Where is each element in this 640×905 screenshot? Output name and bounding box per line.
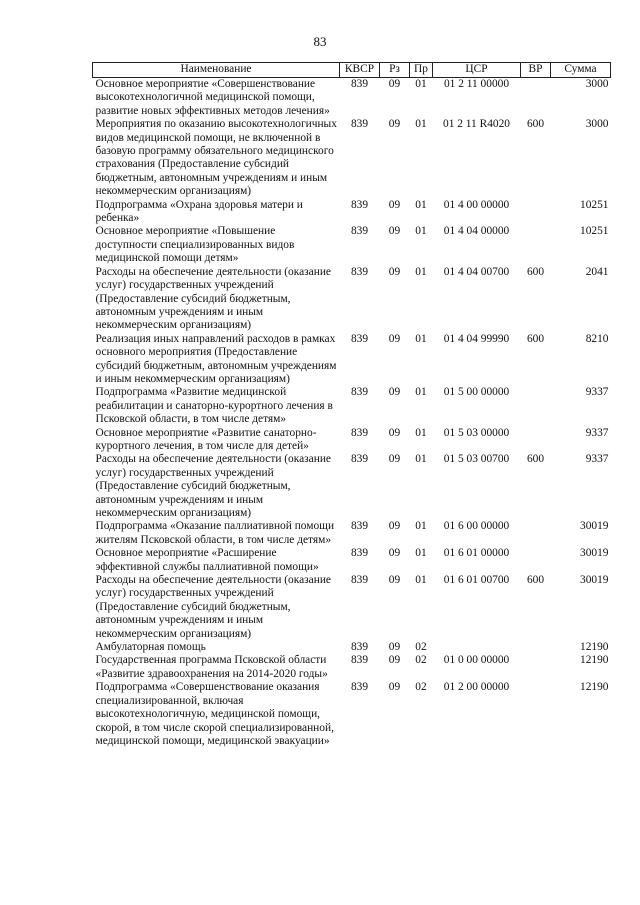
cell-name: Реализация иных направлений расходов в рамках основного мероприятия (Предоставление субсидий бюджетным, автономным учреждениям и иным некоммерческим организациям): [95, 332, 337, 385]
cell-rz: 09: [388, 265, 401, 278]
cell-kvsr: 839: [350, 198, 369, 211]
table-row: [93, 386, 611, 426]
table-row: [93, 453, 611, 520]
cell-csr: 01 4 04 99990: [443, 332, 510, 345]
table-row: [93, 427, 611, 454]
cell-kvsr: 839: [350, 547, 369, 560]
cell-rz: 09: [388, 225, 401, 238]
cell-csr: 01 6 01 00000: [443, 547, 510, 560]
cell-pr: 02: [415, 641, 427, 654]
cell-sum: 10251: [580, 198, 609, 211]
page-number: 83: [313, 34, 327, 49]
cell-kvsr: 839: [350, 78, 369, 90]
cell-vr: 600: [526, 118, 545, 131]
cell-pr: 01: [415, 225, 427, 238]
header-pr: Пр: [410, 63, 433, 78]
cell-sum: 30019: [580, 520, 609, 533]
cell-rz: 09: [388, 118, 401, 131]
cell-vr: 600: [526, 265, 545, 278]
cell-kvsr: 839: [350, 681, 369, 694]
cell-vr: [521, 641, 551, 654]
header-kvsr: КВСР: [340, 63, 380, 78]
cell-pr: 02: [415, 654, 427, 667]
cell-vr: [521, 547, 551, 574]
table-row: [93, 118, 611, 198]
cell-rz: 09: [388, 198, 401, 211]
cell-sum: 3000: [585, 118, 609, 131]
cell-vr: [521, 78, 551, 119]
table-row: [93, 547, 611, 574]
cell-kvsr: 839: [350, 641, 369, 654]
table-row: [93, 641, 611, 654]
cell-kvsr: 839: [350, 332, 369, 345]
cell-pr: 01: [415, 453, 427, 466]
cell-sum: 3000: [585, 78, 609, 90]
cell-csr: 01 2 11 R4020: [443, 118, 510, 131]
cell-rz: 09: [388, 574, 401, 587]
cell-sum: 12190: [580, 641, 609, 654]
cell-pr: 01: [415, 265, 427, 278]
table-row: [93, 78, 611, 119]
cell-rz: 09: [388, 681, 401, 694]
cell-sum: 30019: [580, 574, 609, 587]
cell-vr: [521, 199, 551, 226]
cell-rz: 09: [388, 520, 401, 533]
cell-csr: 01 5 00 00000: [443, 386, 510, 399]
cell-kvsr: 839: [350, 520, 369, 533]
cell-kvsr: 839: [350, 574, 369, 587]
table-row: [93, 266, 611, 333]
cell-pr: 01: [415, 426, 427, 439]
cell-vr: [521, 654, 551, 681]
cell-sum: 30019: [580, 547, 609, 560]
table-body: [93, 78, 611, 749]
table-header-row: [93, 63, 611, 78]
cell-name: Подпрограмма «Охрана здоровья матери и ребенка»: [95, 198, 303, 225]
cell-pr: 02: [415, 681, 427, 694]
cell-pr: 01: [415, 386, 427, 399]
cell-name: Подпрограмма «Совершенствование оказания специализированной, включая высокотехнологичную, медицинской помощи, скорой, в том числе скорой специализированной, медицинской помощи, медицинской эвакуации»: [95, 681, 334, 747]
cell-pr: 01: [415, 574, 427, 587]
header-name: Наименование: [93, 63, 340, 78]
cell-sum: 8210: [585, 332, 609, 345]
cell-name: Основное мероприятие «Расширение эффективной службы паллиативной помощи»: [95, 547, 319, 573]
cell-sum: 12190: [580, 654, 609, 667]
cell-name: Основное мероприятие «Повышение доступности специализированных видов медицинской помощи детям»: [95, 225, 295, 265]
header-vr: ВР: [521, 63, 551, 78]
cell-name: Подпрограмма «Оказание паллиативной помощи жителям Псковской области, в том числе детям»: [95, 520, 335, 546]
cell-csr: 01 0 00 00000: [443, 654, 510, 667]
cell-name: Расходы на обеспечение деятельности (оказание услуг) государственных учреждений (Предоставление субсидий бюджетным, автономным учреждениям и иным некоммерческим организациям): [95, 265, 331, 332]
cell-kvsr: 839: [350, 386, 369, 399]
cell-csr: 01 5 03 00700: [443, 453, 510, 466]
cell-pr: 01: [415, 198, 427, 211]
budget-table: [92, 62, 611, 748]
cell-csr: 01 6 01 00700: [443, 574, 510, 587]
cell-csr: 01 4 04 00000: [443, 225, 510, 238]
cell-pr: 01: [415, 78, 427, 90]
cell-sum: 9337: [585, 426, 609, 439]
cell-sum: 2041: [585, 265, 609, 278]
cell-rz: 09: [388, 426, 401, 439]
table-row: [93, 654, 611, 681]
cell-name: Подпрограмма «Развитие медицинской реабилитации и санаторно-курортного лечения в Псковской области, в том числе детям»: [95, 386, 333, 426]
cell-vr: [521, 520, 551, 547]
cell-csr: 01 2 00 00000: [443, 681, 510, 694]
cell-rz: 09: [388, 453, 401, 466]
table-row: [93, 574, 611, 641]
cell-rz: 09: [388, 641, 401, 654]
cell-name: Расходы на обеспечение деятельности (оказание услуг) государственных учреждений (Предоставление субсидий бюджетным, автономным учреждениям и иным некоммерческим организациям): [95, 574, 331, 640]
cell-csr: 01 4 00 00000: [443, 198, 510, 211]
cell-csr: 01 2 11 00000: [443, 78, 510, 90]
header-sum: Сумма: [551, 63, 611, 78]
cell-sum: 9337: [585, 386, 609, 399]
cell-pr: 01: [415, 547, 427, 560]
cell-name: Основное мероприятие «Совершенствование высокотехнологичной медицинской помощи, развитие новых эффективных методов лечения»: [95, 78, 330, 117]
cell-vr: [521, 427, 551, 454]
cell-pr: 01: [415, 520, 427, 533]
cell-vr: [521, 225, 551, 265]
cell-vr: 600: [526, 574, 545, 587]
cell-rz: 09: [388, 386, 401, 399]
table-row: [93, 333, 611, 387]
cell-rz: 09: [388, 78, 401, 90]
cell-kvsr: 839: [350, 225, 369, 238]
table-row: [93, 225, 611, 265]
cell-name: Основное мероприятие «Развитие санаторно-курортного лечения, в том числе для детей»: [95, 426, 317, 452]
cell-vr: [521, 386, 551, 426]
cell-rz: 09: [388, 332, 401, 345]
cell-csr: 01 5 03 00000: [443, 426, 510, 439]
table-row: [93, 681, 611, 748]
table-row: [93, 520, 611, 547]
cell-name: Амбулаторная помощь: [95, 641, 206, 654]
cell-csr: 01 6 00 00000: [443, 520, 510, 533]
cell-vr: [521, 681, 551, 748]
cell-kvsr: 839: [350, 453, 369, 466]
cell-kvsr: 839: [350, 654, 369, 667]
cell-name: Мероприятия по оказанию высокотехнологичных видов медицинской помощи, не включенной в базовую программу обязательного медицинского страхования (Предоставление субсидий бюджетным, автономным учреждениям и иным некоммерческим организациям): [95, 118, 337, 198]
cell-kvsr: 839: [350, 426, 369, 439]
table-row: [93, 199, 611, 226]
cell-csr: 01 4 04 00700: [443, 265, 510, 278]
cell-sum: 10251: [580, 225, 609, 238]
cell-rz: 09: [388, 654, 401, 667]
cell-rz: 09: [388, 547, 401, 560]
cell-kvsr: 839: [350, 265, 369, 278]
cell-name: Государственная программа Псковской области «Развитие здравоохранения на 2014-2020 годы»: [95, 654, 328, 680]
cell-csr: [433, 641, 521, 654]
cell-kvsr: 839: [350, 118, 369, 131]
cell-vr: 600: [526, 453, 545, 466]
header-csr: ЦСР: [433, 63, 521, 78]
cell-pr: 01: [415, 332, 427, 345]
cell-pr: 01: [415, 118, 427, 131]
cell-vr: 600: [526, 332, 545, 345]
cell-sum: 12190: [580, 681, 609, 694]
cell-name: Расходы на обеспечение деятельности (оказание услуг) государственных учреждений (Предоставление субсидий бюджетным, автономным учреждениям и иным некоммерческим организациям): [95, 453, 331, 519]
header-rz: Рз: [380, 63, 410, 78]
cell-sum: 9337: [585, 453, 609, 466]
